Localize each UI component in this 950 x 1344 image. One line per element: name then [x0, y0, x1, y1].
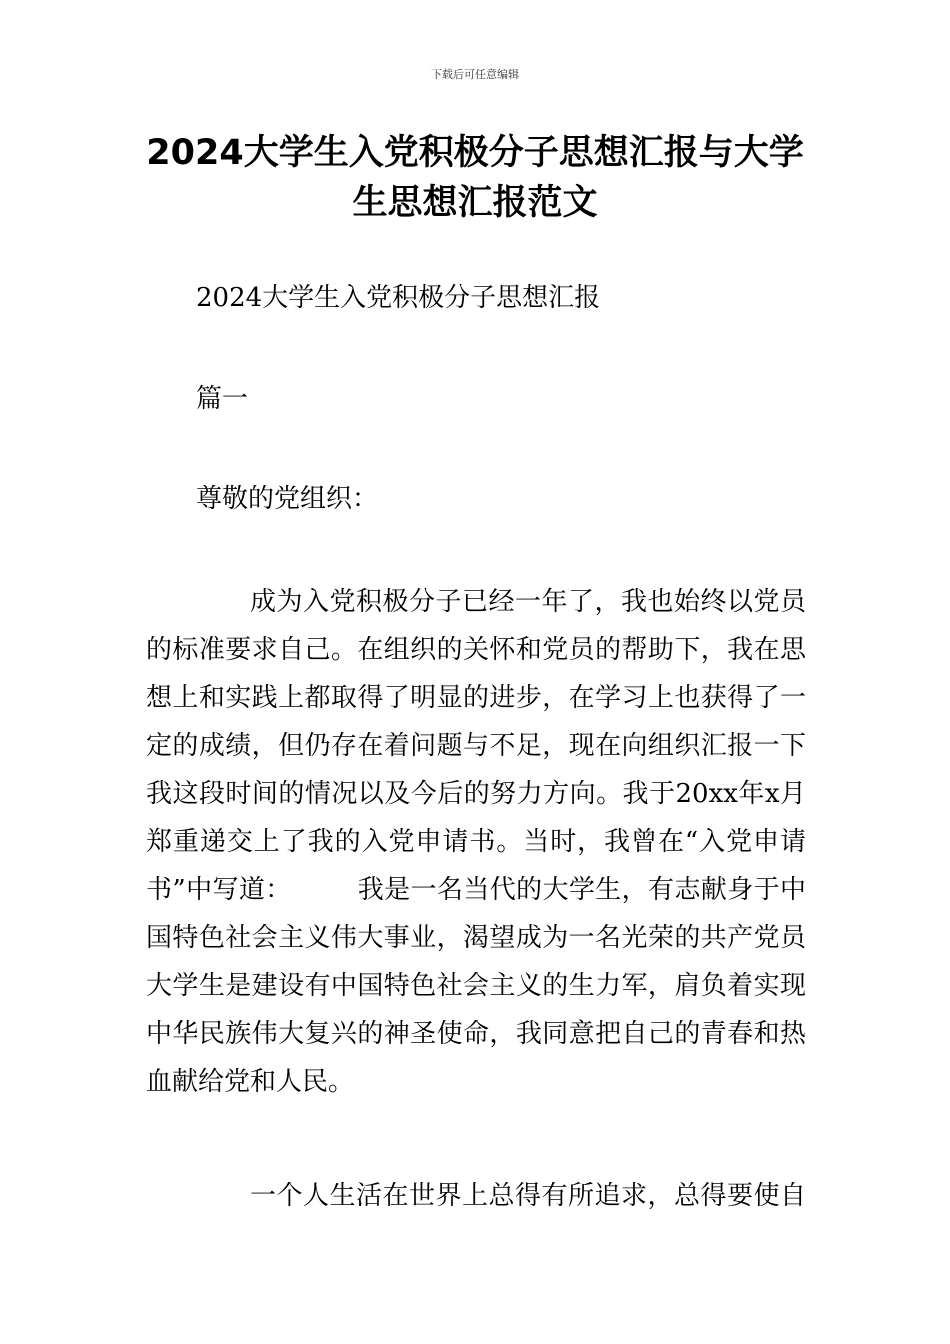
paragraph-line: 想上和实践上都取得了明显的进步，在学习上也获得了一: [146, 683, 806, 713]
paragraph-line: 郑重递交上了我的入党申请书。当时，我曾在“入党申请: [146, 827, 806, 857]
title-line-1: 2024大学生入党积极分子思想汇报与大学: [146, 133, 804, 173]
document-title: [120, 128, 830, 228]
body-paragraph-2: [146, 1172, 806, 1220]
paragraph-line: 中华民族伟大复兴的神圣使命，我同意把自己的青春和热: [146, 1019, 806, 1049]
paragraph-line: 血献给党和人民。: [146, 1067, 355, 1097]
salutation: 尊敬的党组织：: [196, 484, 379, 514]
paragraph-line: 国特色社会主义伟大事业，渴望成为一名光荣的共产党员: [146, 923, 806, 953]
paragraph-line: 大学生是建设有中国特色社会主义的生力军，肩负着实现: [146, 971, 806, 1001]
paragraph-line: 一个人生活在世界上总得有所追求，总得要使自: [250, 1181, 806, 1211]
paragraph-line: 成为入党积极分子已经一年了，我也始终以党员: [250, 587, 806, 617]
paragraph-line: 定的成绩，但仍存在着问题与不足，现在向组织汇报一下: [146, 731, 806, 761]
title-line-2: 生思想汇报范文: [352, 183, 598, 223]
body-paragraph-1: [146, 578, 806, 1106]
subtitle: 2024大学生入党积极分子思想汇报: [196, 283, 601, 313]
section-heading: 篇一: [196, 384, 249, 414]
header-note: 下载后可任意编辑: [431, 68, 519, 81]
paragraph-line: 书”中写道： 我是一名当代的大学生，有志献身于中: [146, 875, 806, 905]
paragraph-line: 我这段时间的情况以及今后的努力方向。我于20xx年x月: [146, 779, 806, 809]
paragraph-line: 的标准要求自己。在组织的关怀和党员的帮助下，我在思: [146, 635, 806, 665]
